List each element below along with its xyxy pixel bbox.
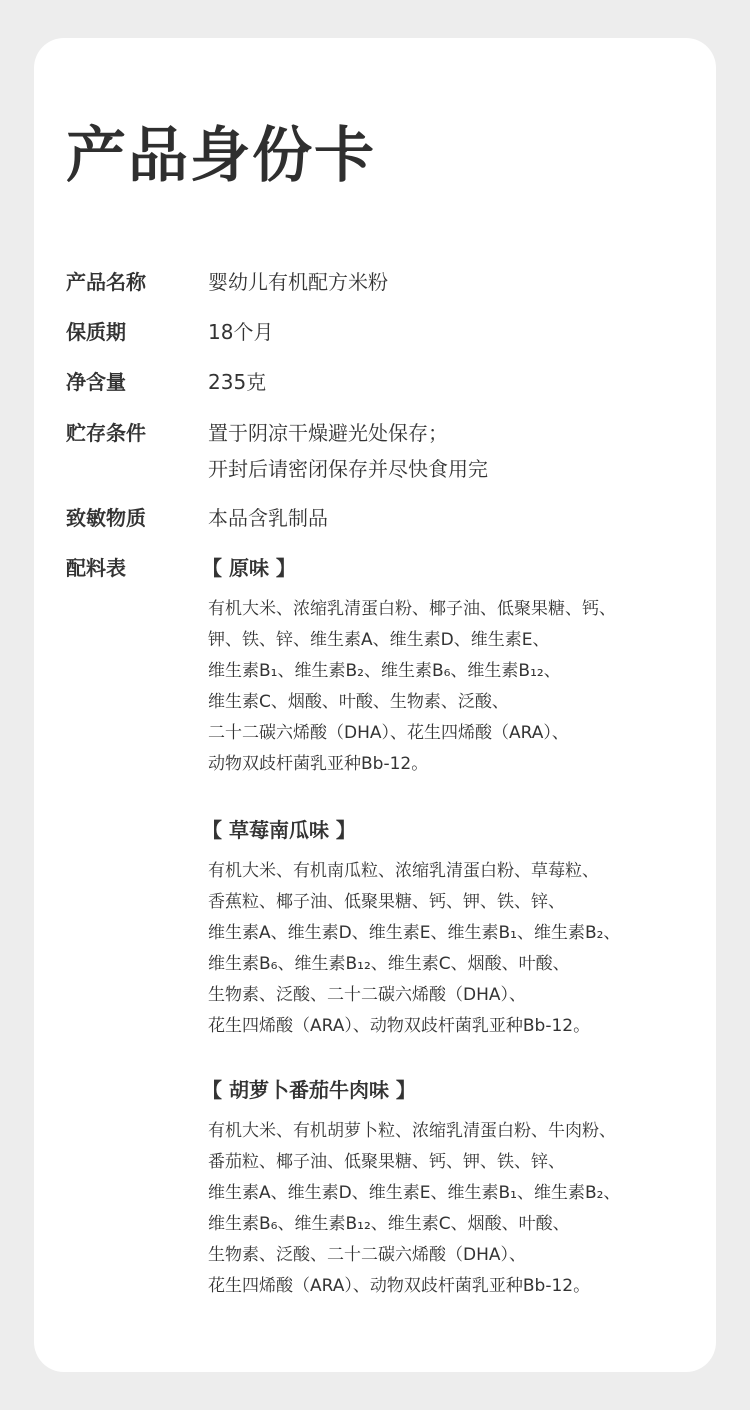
field-value-line: 置于阴凉干燥避光处保存； [208,421,448,445]
ingredient-line: 生物素、泛酸、二十二碳六烯酸（DHA）、 [208,1245,527,1265]
flavor-carrot-tomato-beef-title: 【 胡萝卜番茄牛肉味 】 [202,1078,416,1102]
ingredient-line: 花生四烯酸（ARA）、动物双歧杆菌乳亚种Bb-12。 [208,1276,591,1296]
ingredient-line: 二十二碳六烯酸（DHA）、花生四烯酸（ARA）、 [208,723,569,743]
flavor-original-title: 【 原味 】 [202,556,296,580]
field-value-line: 本品含乳制品 [208,506,328,530]
ingredient-line: 维生素C、烟酸、叶酸、生物素、泛酸、 [208,692,509,712]
ingredient-line: 维生素B₆、维生素B₁₂、维生素C、烟酸、叶酸、 [208,1214,570,1234]
field-value-line: 235克 [208,370,267,394]
field-value-line: 婴幼儿有机配方米粉 [208,270,388,294]
ingredient-line: 番茄粒、椰子油、低聚果糖、钙、钾、铁、锌、 [208,1152,565,1172]
ingredient-line: 钾、铁、锌、维生素A、维生素D、维生素E、 [208,630,550,650]
ingredient-line: 维生素A、维生素D、维生素E、维生素B₁、维生素B₂、 [208,1183,621,1203]
flavor-strawberry-pumpkin-title: 【 草莓南瓜味 】 [202,818,356,842]
ingredient-line: 维生素B₆、维生素B₁₂、维生素C、烟酸、叶酸、 [208,954,570,974]
field-label: 贮存条件 [66,421,146,445]
field-label: 保质期 [66,320,126,344]
field-value-line: 18个月 [208,320,274,344]
field-label: 致敏物质 [66,506,146,530]
ingredient-line: 有机大米、有机胡萝卜粒、浓缩乳清蛋白粉、牛肉粉、 [208,1121,616,1141]
field-value [208,418,488,484]
ingredient-line: 维生素B₁、维生素B₂、维生素B₆、维生素B₁₂、 [208,661,561,681]
ingredient-line: 动物双歧杆菌乳亚种Bb-12。 [208,754,429,774]
ingredient-line: 花生四烯酸（ARA）、动物双歧杆菌乳亚种Bb-12。 [208,1016,591,1036]
flavor-original-ingredients [208,598,616,784]
field-value [208,367,266,397]
card-title: 产品身份卡 [66,121,376,191]
field-value-line: 开封后请密闭保存并尽快食用完 [208,457,488,481]
field-label: 净含量 [66,370,126,394]
ingredient-line: 生物素、泛酸、二十二碳六烯酸（DHA）、 [208,985,527,1005]
ingredient-line: 有机大米、有机南瓜粒、浓缩乳清蛋白粉、草莓粒、 [208,861,599,881]
ingredient-line: 维生素A、维生素D、维生素E、维生素B₁、维生素B₂、 [208,923,621,943]
field-value [208,267,388,297]
flavor-carrot-tomato-beef-ingredients [208,1120,620,1306]
field-value [208,317,273,347]
product-id-card [34,38,716,1372]
field-value [208,503,328,533]
ingredient-line: 香蕉粒、椰子油、低聚果糖、钙、钾、铁、锌、 [208,892,565,912]
flavor-strawberry-pumpkin-ingredients [208,860,620,1046]
ingredient-line: 有机大米、浓缩乳清蛋白粉、椰子油、低聚果糖、钙、 [208,599,616,619]
field-label: 产品名称 [66,270,146,294]
ingredients-label: 配料表 [66,556,126,580]
